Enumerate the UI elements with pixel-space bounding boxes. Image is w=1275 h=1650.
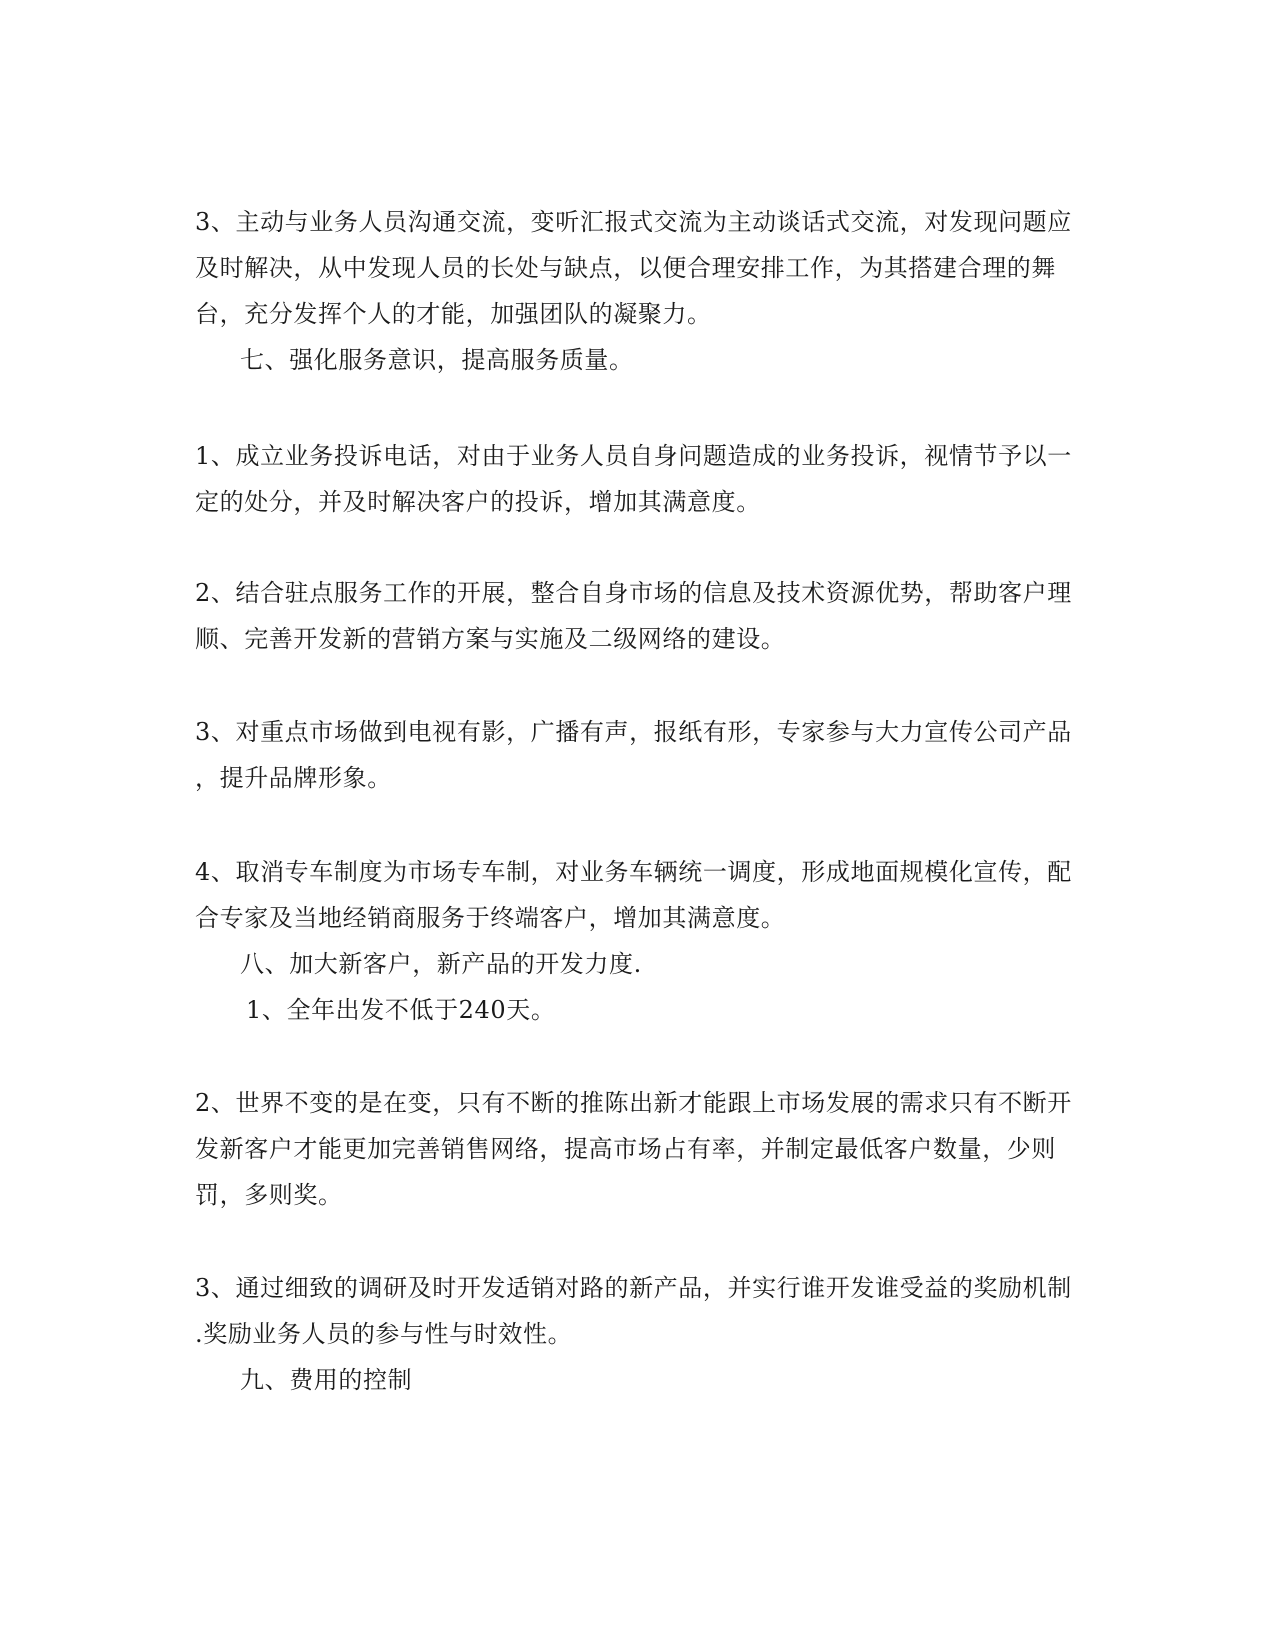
section-heading: 七、强化服务意识，提高服务质量。 [240,346,634,374]
paragraph-line: 2、结合驻点服务工作的开展，整合自身市场的信息及技术资源优势，帮助客户理 [195,579,1072,607]
paragraph-line: 台，充分发挥个人的才能，加强团队的凝聚力。 [195,300,712,328]
paragraph-line: 3、通过细致的调研及时开发适销对路的新产品，并实行谁开发谁受益的奖励机制 [195,1274,1072,1302]
paragraph-line: 3、对重点市场做到电视有影，广播有声，报纸有形，专家参与大力宣传公司产品 [195,718,1072,746]
paragraph-line: ，提升品牌形象。 [195,764,392,792]
paragraph-line: 1、全年出发不低于240天。 [246,996,556,1024]
paragraph-line: 定的处分，并及时解决客户的投诉，增加其满意度。 [195,488,761,516]
paragraph-line: 4、取消专车制度为市场专车制，对业务车辆统一调度，形成地面规模化宣传，配 [195,858,1072,886]
paragraph-line: 2、世界不变的是在变，只有不断的推陈出新才能跟上市场发展的需求只有不断开 [195,1089,1072,1117]
section-heading: 八、加大新客户，新产品的开发力度. [240,950,642,978]
paragraph-line: 及时解决，从中发现人员的长处与缺点，以便合理安排工作，为其搭建合理的舞 [195,254,1056,282]
paragraph-line: 发新客户才能更加完善销售网络，提高市场占有率，并制定最低客户数量，少则 [195,1135,1056,1163]
paragraph-line: 顺、完善开发新的营销方案与实施及二级网络的建设。 [195,625,786,653]
paragraph-line: 3、主动与业务人员沟通交流，变听汇报式交流为主动谈话式交流，对发现问题应 [195,208,1072,236]
paragraph-line: .奖励业务人员的参与性与时效性。 [195,1320,573,1348]
section-heading: 九、费用的控制 [240,1366,413,1394]
paragraph-line: 1、成立业务投诉电话，对由于业务人员自身问题造成的业务投诉，视情节予以一 [195,442,1072,470]
paragraph-line: 合专家及当地经销商服务于终端客户，增加其满意度。 [195,904,786,932]
paragraph-line: 罚，多则奖。 [195,1181,343,1209]
